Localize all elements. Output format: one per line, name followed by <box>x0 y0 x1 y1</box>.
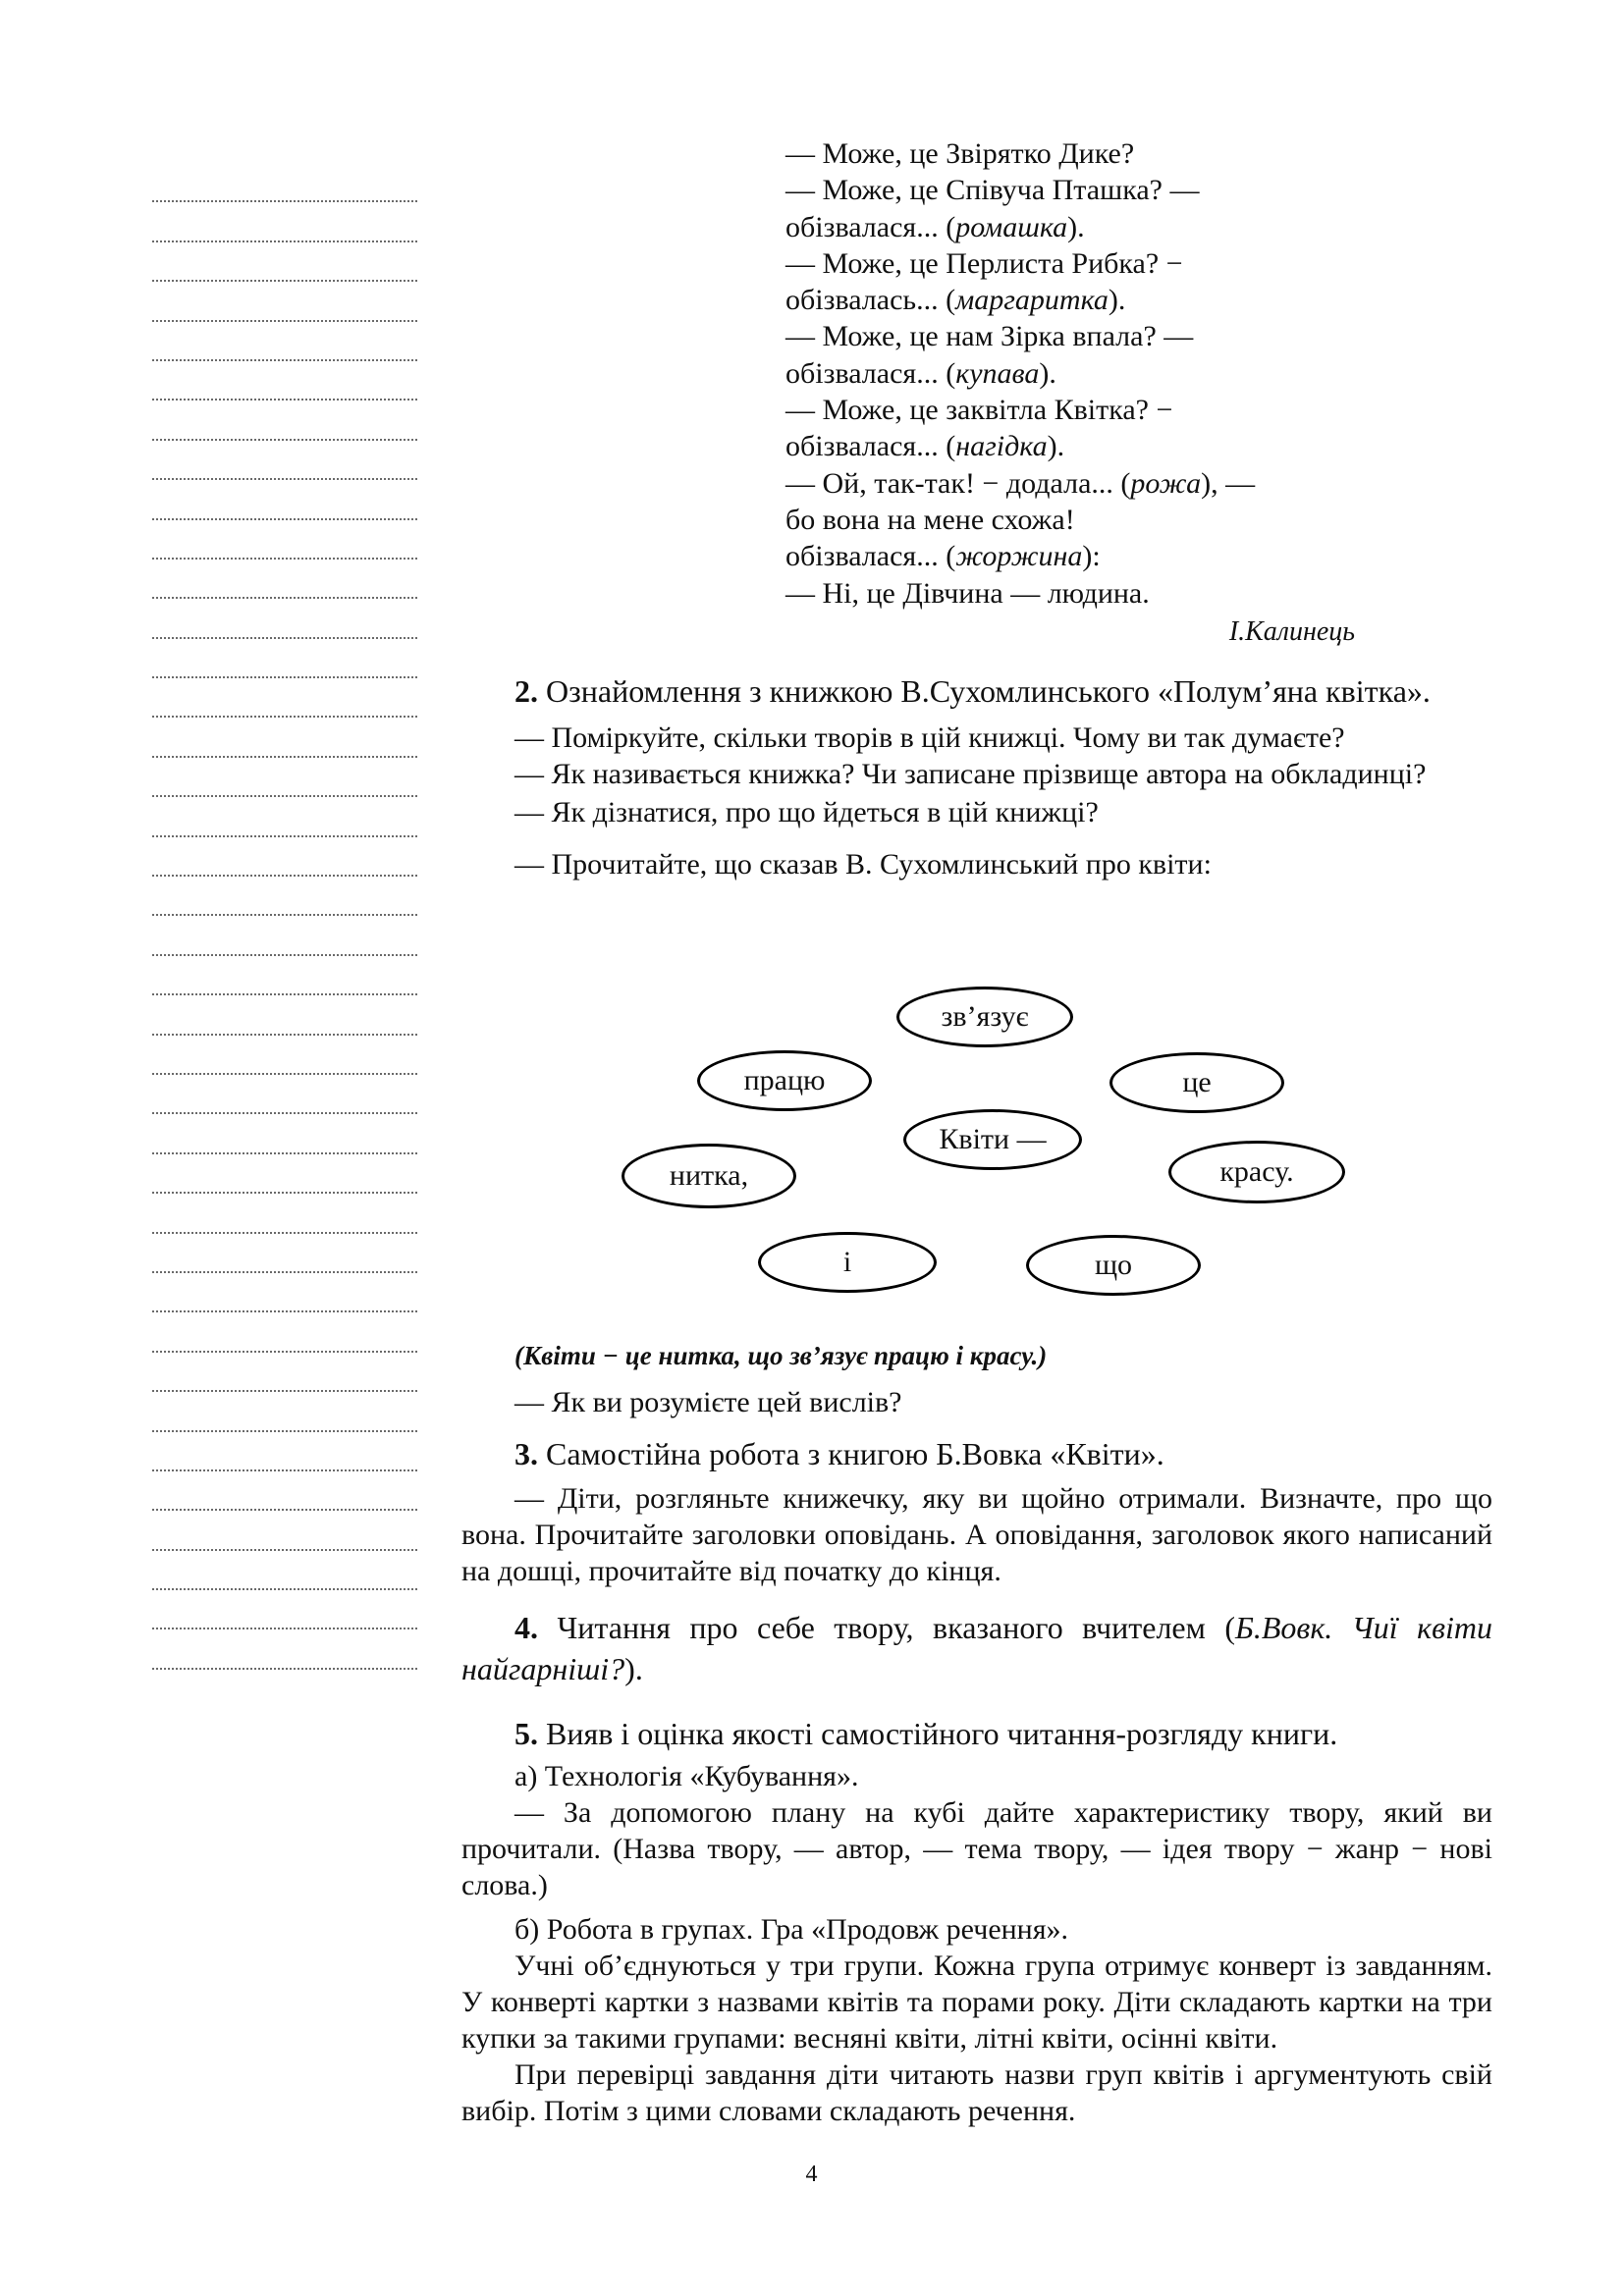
note-line <box>152 1590 417 1629</box>
book-reference: Б.Вовк. Чиї квіти найгарніші? <box>461 1610 1493 1686</box>
note-line <box>152 1511 417 1550</box>
word-oval-diagram <box>589 972 1375 1315</box>
poem-text: обізвалася... ( <box>785 356 956 390</box>
note-line <box>152 202 417 241</box>
question: — Як називається книжка? Чи записане прізвище автора на обкладинці? <box>514 758 1427 790</box>
note-line <box>152 1273 417 1312</box>
note-line <box>152 956 417 995</box>
poem-line <box>785 245 1255 282</box>
section-number: 2. <box>514 673 538 709</box>
section-title: Вияв і оцінка якості самостійного читання-розгляду книги. <box>546 1716 1338 1751</box>
poem-line <box>785 502 1255 538</box>
diagram-caption: (Квіти − це нитка, що зв’язує працю і красу.) <box>514 1341 1048 1370</box>
note-line <box>152 837 417 877</box>
poem-line <box>785 392 1255 428</box>
note-line <box>152 1432 417 1471</box>
margin-note-lines <box>152 163 417 1670</box>
poem-text: — Може, це нам Зірка впала? — <box>785 320 1194 353</box>
question: — Прочитайте, що сказав В. Сухомлинський про квіти: <box>514 848 1212 881</box>
poem-text: ), — <box>1201 466 1256 500</box>
poem-line <box>785 355 1255 392</box>
note-line <box>152 400 417 440</box>
note-line <box>152 1629 417 1669</box>
poem-line <box>785 538 1255 574</box>
section-3 <box>461 1433 1492 1589</box>
section-5-heading <box>461 1713 1492 1754</box>
note-line <box>152 1075 417 1114</box>
note-line <box>152 995 417 1035</box>
note-line <box>152 242 417 282</box>
flower-name: маргаритка <box>955 284 1109 317</box>
flower-name: рожа <box>1130 466 1202 500</box>
poem-text: — Ні, це Дівчина — людина. <box>785 576 1150 610</box>
section-2-heading <box>461 670 1492 712</box>
section-5 <box>461 1713 1492 2129</box>
poem-line <box>785 135 1255 172</box>
note-line <box>152 441 417 480</box>
subsection-a: а) Технологія «Кубування». <box>514 1760 859 1792</box>
oval-word: що <box>1026 1235 1201 1296</box>
section-title: Читання про себе твору, вказаного вчителем ( <box>557 1610 1235 1645</box>
question: — Як дізнатися, про що йдеться в цій книжці? <box>514 796 1099 828</box>
poem-text: — Може, це Перлиста Рибка? − <box>785 246 1183 280</box>
note-line <box>152 877 417 916</box>
poem-line <box>785 428 1255 464</box>
note-line <box>152 1194 417 1233</box>
poem-text: обізвалась... ( <box>785 284 956 317</box>
poem-author: І.Калинець <box>1228 616 1355 647</box>
note-line <box>152 1036 417 1075</box>
poem-line <box>785 318 1255 354</box>
oval-word: і <box>758 1232 937 1293</box>
oval-word: це <box>1109 1052 1284 1113</box>
page-number: 4 <box>805 2162 818 2187</box>
note-line <box>152 1114 417 1153</box>
note-line <box>152 718 417 757</box>
note-line <box>152 1312 417 1352</box>
section-title: Самостійна робота з книгою Б.Вовка «Квіти». <box>546 1436 1164 1471</box>
note-line <box>152 1471 417 1511</box>
section-2 <box>461 670 1492 882</box>
section-4-heading <box>461 1607 1492 1689</box>
note-line <box>152 797 417 836</box>
poem-text: — Може, це заквітла Квітка? − <box>785 394 1173 427</box>
note-line <box>152 1392 417 1431</box>
oval-word: красу. <box>1168 1141 1345 1203</box>
oval-word: працю <box>697 1050 872 1111</box>
note-line <box>152 678 417 718</box>
poem-text: обізвалася... ( <box>785 430 956 463</box>
poem-text: ). <box>1108 284 1126 317</box>
section-number: 3. <box>514 1436 538 1471</box>
punctuation: ). <box>624 1651 643 1686</box>
note-line <box>152 1551 417 1590</box>
note-line <box>152 1154 417 1194</box>
poem-line <box>785 282 1255 318</box>
paragraph: При перевірці завдання діти читають назви груп квітів і аргументують свій вибір. Потім з цими словами складають речення. <box>461 2058 1492 2127</box>
flower-name: жоржина <box>955 540 1083 573</box>
flower-name: ромашка <box>955 210 1068 243</box>
note-line <box>152 599 417 638</box>
note-line <box>152 322 417 361</box>
poem-text: — Ой, так-так! − додала... ( <box>785 466 1131 500</box>
note-line <box>152 282 417 321</box>
flower-name: купава <box>955 356 1040 390</box>
note-line <box>152 1353 417 1392</box>
question: — Як ви розумієте цей вислів? <box>514 1386 902 1418</box>
oval-word: зв’язує <box>896 987 1073 1047</box>
paragraph: Учні об’єднуються у три групи. Кожна група отримує конверт із завданням. У конверті картки з назвами квітів та порами року. Діти складають картки на три купки за такими групами: весняні квіти, літні квіти, осінні квіти. <box>461 1949 1492 2055</box>
section-number: 4. <box>514 1610 538 1645</box>
oval-word: нитка, <box>622 1144 796 1208</box>
section-title: Ознайомлення з книжкою В.Сухомлинського «Полум’яна квітка». <box>546 673 1431 709</box>
note-line <box>152 520 417 560</box>
poem-text: ). <box>1047 430 1065 463</box>
poem-text: бо вона на мене схожа! <box>785 503 1075 536</box>
oval-word: Квіти — <box>903 1109 1082 1170</box>
poem-line <box>785 172 1255 208</box>
poem-text: обізвалася... ( <box>785 210 956 243</box>
poem-text: ). <box>1039 356 1056 390</box>
paragraph: — За допомогою плану на кубі дайте характеристику твору, який ви прочитали. (Назва твору, — автор, — тема твору, — ідея твору − жанр − нові слова.) <box>461 1796 1492 1901</box>
poem-line <box>785 575 1255 612</box>
section-number: 5. <box>514 1716 538 1751</box>
poem-text: обізвалася... ( <box>785 540 956 573</box>
question: — Поміркуйте, скільки творів в цій книжці. Чому ви так думаєте? <box>514 721 1345 754</box>
poem-text: — Може, це Співуча Пташка? — <box>785 174 1200 207</box>
note-line <box>152 560 417 599</box>
note-line <box>152 639 417 678</box>
section-4 <box>461 1607 1492 1689</box>
flower-name: нагідка <box>955 430 1048 463</box>
note-line <box>152 480 417 519</box>
poem-text: ). <box>1067 210 1085 243</box>
paragraph: — Діти, розгляньте книжечку, яку ви щойно отримали. Визначте, про що вона. Прочитайте заголовки оповідань. А оповідання, заголовок якого написаний на дошці, прочитайте від початку до кінця. <box>461 1482 1492 1587</box>
section-3-heading <box>461 1433 1492 1474</box>
poem-text: — Може, це Звірятко Дике? <box>785 137 1135 170</box>
note-line <box>152 916 417 955</box>
poem <box>785 135 1255 612</box>
note-line <box>152 758 417 797</box>
diagram-caption-block <box>461 1338 1492 1420</box>
note-line <box>152 163 417 202</box>
subsection-b: б) Робота в групах. Гра «Продовж речення». <box>514 1913 1069 1946</box>
poem-text: ): <box>1082 540 1101 573</box>
poem-line <box>785 209 1255 245</box>
note-line <box>152 1234 417 1273</box>
poem-line <box>785 465 1255 502</box>
note-line <box>152 361 417 400</box>
